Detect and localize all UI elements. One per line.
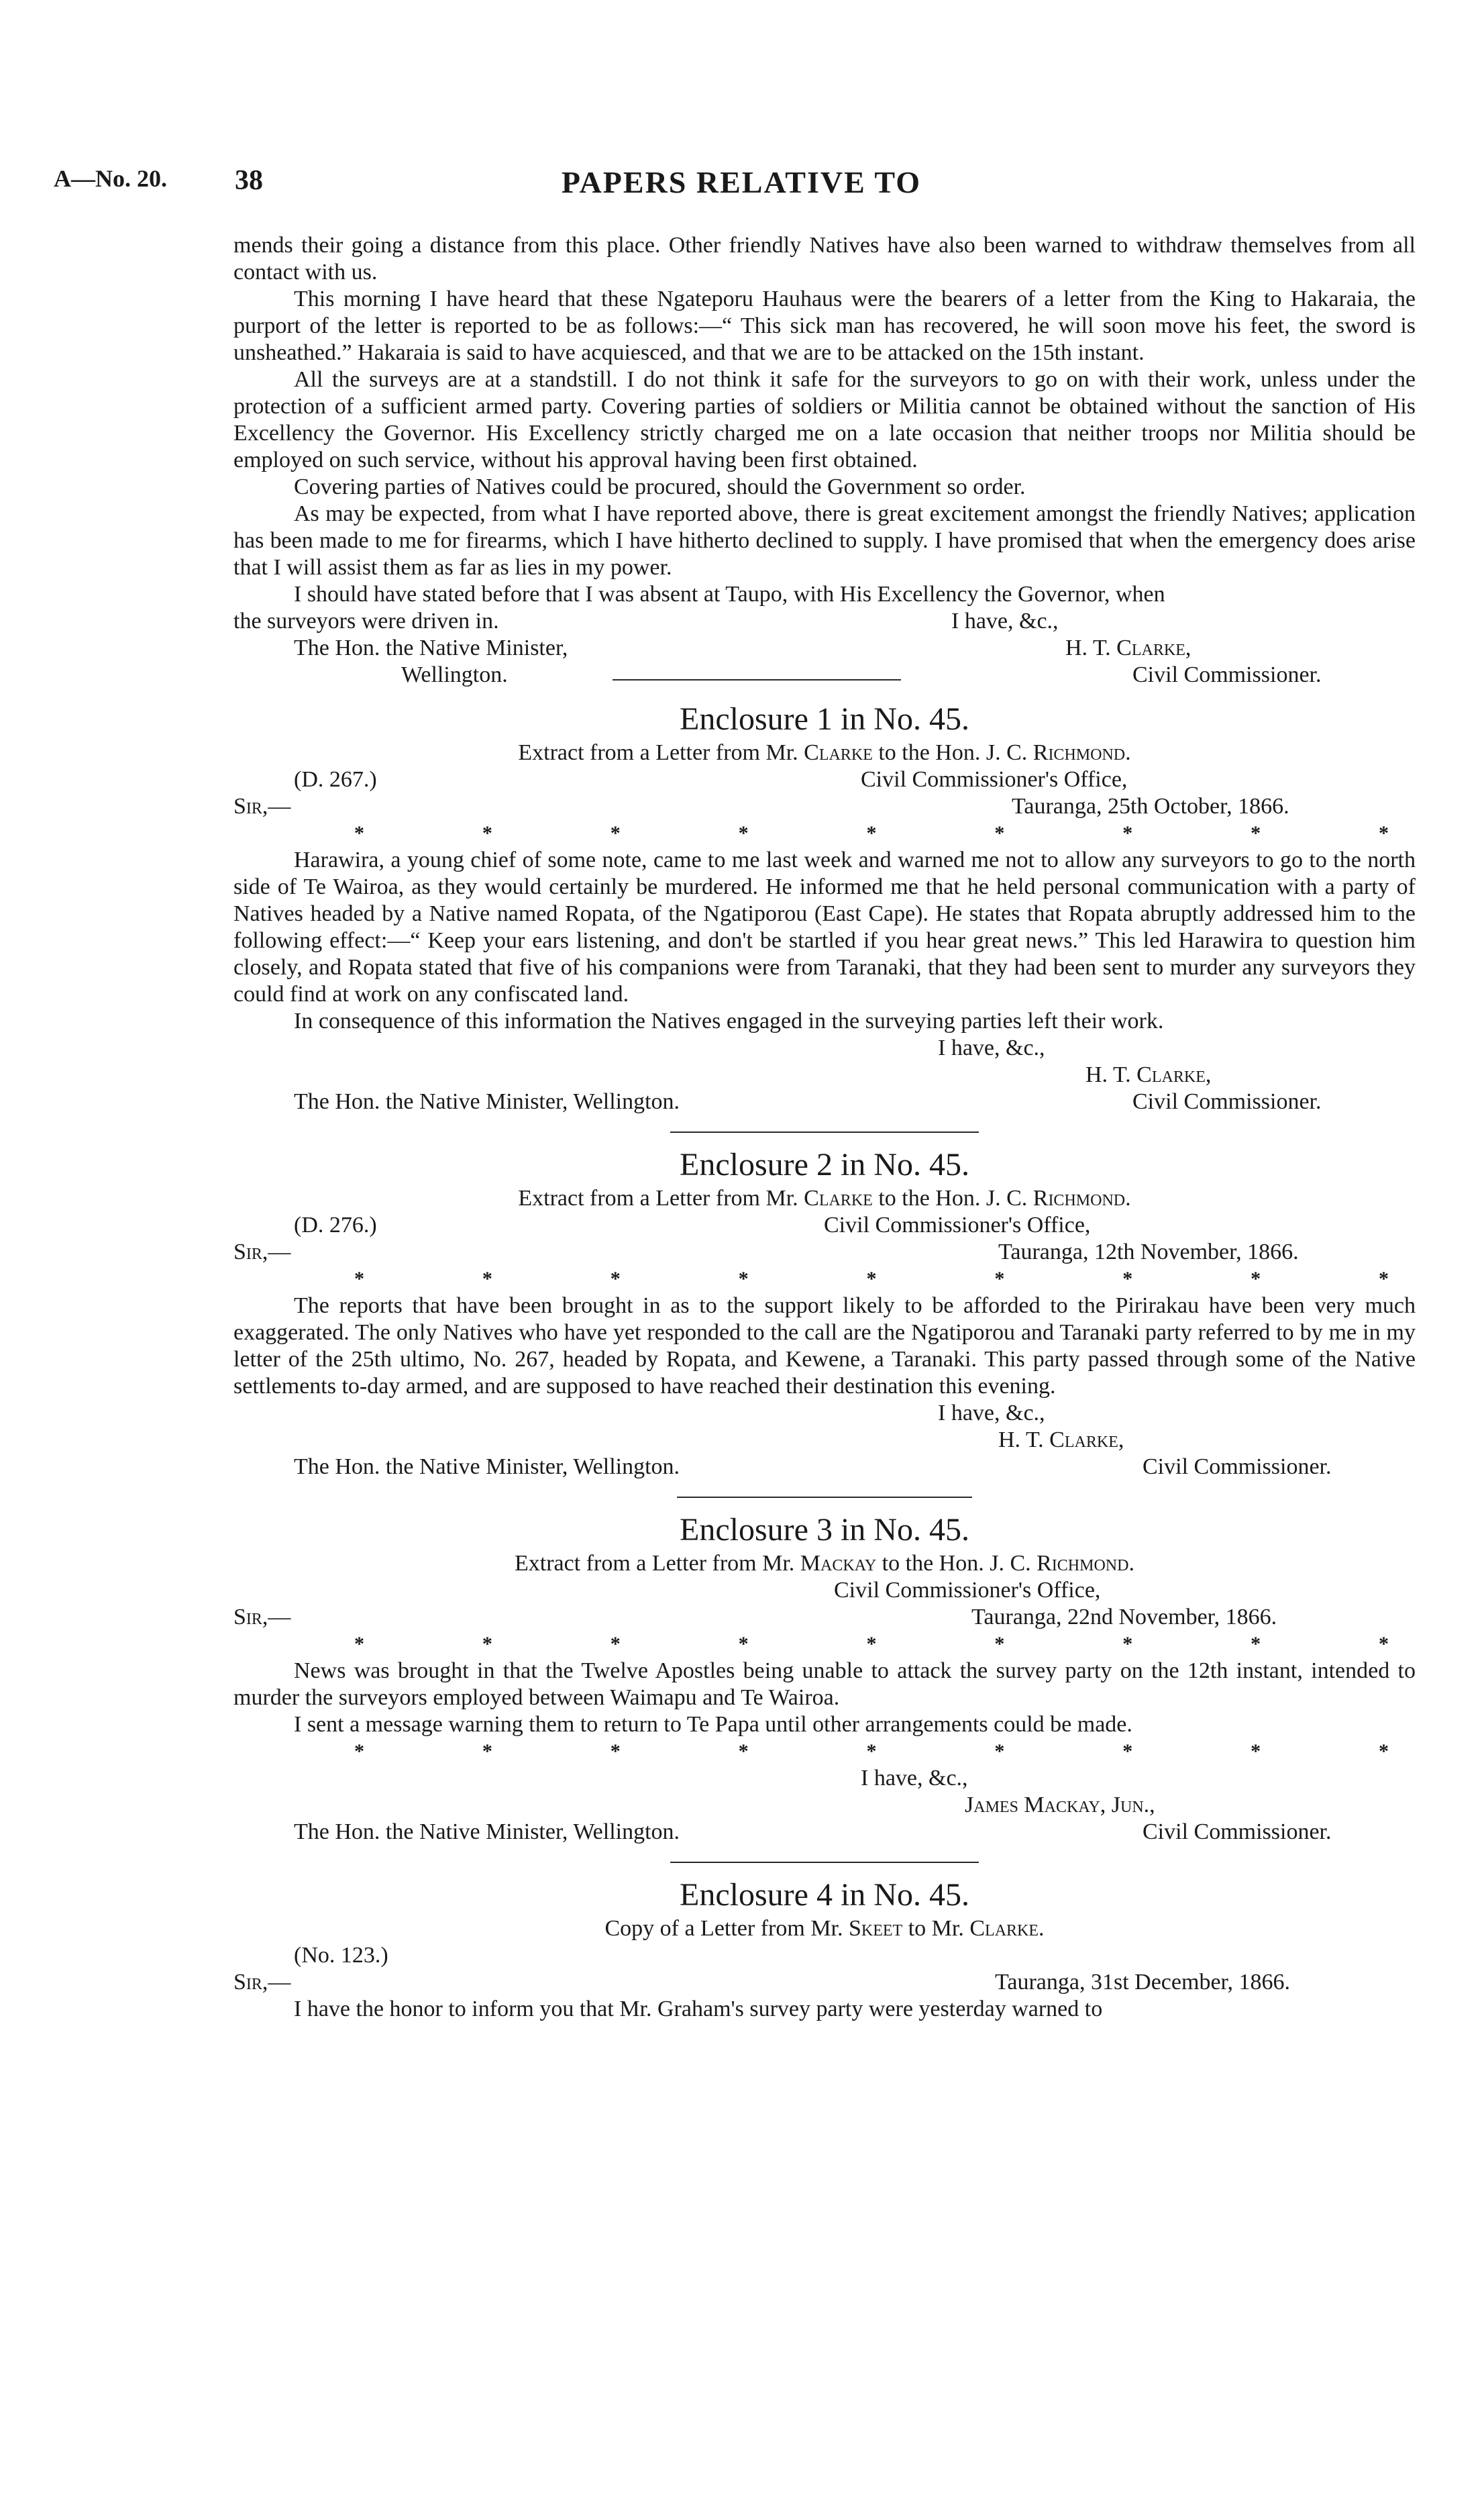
closing-formula: I have, &c., — [861, 1766, 968, 1791]
place-date: Tauranga, 25th October, 1866. — [1012, 794, 1289, 819]
office-address: Civil Commissioner's Office, — [861, 767, 1128, 792]
paragraph-end: the surveyors were driven in. — [233, 609, 499, 634]
signer-name: James Mackay, Jun., — [965, 1793, 1155, 1817]
salutation: Sir,— — [233, 1970, 291, 1995]
enclosure-3 — [233, 1510, 1416, 1863]
place-date: Tauranga, 12th November, 1866. — [998, 1240, 1299, 1264]
place-date: Tauranga, 31st December, 1866. — [995, 1970, 1290, 1995]
signer-name: H. T. Clarke, — [1065, 636, 1191, 660]
enclosure-heading: Enclosure 4 in No. 45. — [680, 1877, 969, 1913]
paragraph: mends their going a distance from this place. Other friendly Natives have also been warned to withdraw themselves from all contact with us. — [233, 233, 1416, 285]
letter-reference: (D. 267.) — [294, 767, 377, 792]
section-divider — [677, 1497, 972, 1498]
closing-formula: I have, &c., — [938, 1401, 1045, 1425]
paragraph: This morning I have heard that these Ngateporu Hauhaus were the bearers of a letter from the King to Hakaraia, the purport of the letter is reported to be as follows:—“ This sick man has recovered, he will soon move his feet, the sword is unsheathed.” Hakaraia is said to have acquiesced, and that we are to be attacked on the 15th instant. — [233, 287, 1416, 365]
office-address: Civil Commissioner's Office, — [824, 1213, 1091, 1238]
section-divider — [670, 1862, 979, 1863]
enclosure-heading: Enclosure 2 in No. 45. — [680, 1147, 969, 1182]
ellipsis-stars: * * * * * * * * * — [354, 1633, 1389, 1655]
ellipsis-stars: * * * * * * * * * — [354, 1268, 1389, 1290]
section-divider — [670, 1131, 979, 1133]
paragraph: Harawira, a young chief of some note, came to me last week and warned me not to allow any surveyors to go to the north side of Te Wairoa, as they would certainly be murdered. He informed me that he held personal communication with a party of Natives headed by a Native named Ropata, of the Ngatiporou (East Cape). He states that Ropata abruptly addressed him to the following effect:—“ Keep your ears listening, and don't be startled if you hear great news.” This led Harawira to question him closely, and Ropata stated that five of his companions were from Taranaki, that they had been sent to murder any surveyors they could find at work on any confiscated land. — [233, 848, 1416, 1007]
signer-title: Civil Commissioner. — [1132, 662, 1322, 687]
ellipsis-stars: * * * * * * * * * — [354, 822, 1389, 844]
enclosure-heading: Enclosure 1 in No. 45. — [680, 701, 969, 737]
paper-reference: A—No. 20. — [54, 165, 167, 192]
closing-formula: I have, &c., — [951, 609, 1059, 634]
paragraph: I should have stated before that I was absent at Taupo, with His Excellency the Governor, when — [294, 582, 1165, 607]
enclosure-subtitle: Extract from a Letter from Mr. Mackay to the Hon. J. C. Richmond. — [515, 1551, 1134, 1576]
paragraph: In consequence of this information the Natives engaged in the surveying parties left their work. — [294, 1009, 1164, 1034]
paragraph: I have the honor to inform you that Mr. Graham's survey party were yesterday warned to — [294, 1997, 1103, 2021]
signer-name: H. T. Clarke, — [1085, 1062, 1212, 1087]
paragraph: As may be expected, from what I have reported above, there is great excitement amongst the friendly Natives; application has been made to me for firearms, which I have hitherto declined to supply. I have promised that when the emergency does arise that I will assist them as far as lies in my power. — [233, 501, 1416, 580]
enclosure-subtitle: Extract from a Letter from Mr. Clarke to the Hon. J. C. Richmond. — [518, 740, 1131, 765]
addressee: The Hon. the Native Minister, Wellington. — [294, 1089, 680, 1114]
enclosure-1 — [233, 699, 1416, 1133]
signer-title: Civil Commissioner. — [1143, 1454, 1332, 1479]
enclosure-heading: Enclosure 3 in No. 45. — [680, 1512, 969, 1548]
salutation: Sir,— — [233, 794, 291, 819]
enclosure-subtitle: Copy of a Letter from Mr. Skeet to Mr. Clarke. — [604, 1916, 1045, 1941]
enclosure-4 — [233, 1875, 1416, 2023]
letter-reference: (No. 123.) — [294, 1943, 388, 1968]
section-divider — [613, 679, 901, 681]
signoff-row — [233, 608, 1416, 635]
addressee: The Hon. the Native Minister, — [294, 636, 568, 660]
letter-continuation — [233, 232, 1416, 689]
addressee: The Hon. the Native Minister, Wellington. — [294, 1819, 680, 1844]
salutation: Sir,— — [233, 1605, 291, 1629]
running-title: PAPERS RELATIVE TO — [561, 165, 922, 199]
enclosure-subtitle: Extract from a Letter from Mr. Clarke to the Hon. J. C. Richmond. — [518, 1186, 1131, 1211]
salutation-row — [233, 793, 1416, 820]
signature-row — [233, 635, 1416, 662]
ellipsis-stars: * * * * * * * * * — [354, 1740, 1389, 1762]
paragraph: I sent a message warning them to return to Te Papa until other arrangements could be made. — [294, 1712, 1132, 1737]
letter-reference: (D. 276.) — [294, 1213, 377, 1238]
office-address: Civil Commissioner's Office, — [834, 1578, 1101, 1603]
signature-row — [233, 662, 1416, 689]
signer-title: Civil Commissioner. — [1132, 1089, 1322, 1114]
salutation: Sir,— — [233, 1240, 291, 1264]
closing-formula: I have, &c., — [938, 1036, 1045, 1060]
reference-row — [233, 766, 1416, 793]
paragraph: All the surveys are at a standstill. I do not think it safe for the surveyors to go on with their work, unless under the protection of a sufficient armed party. Covering parties of soldiers or Militia cannot be obtained without the sanction of His Excellency the Governor. His Excellency strictly charged me on a late occasion that neither troops nor Militia should be employed on such service, without his approval having been first obtained. — [233, 367, 1416, 472]
document-body — [233, 232, 1416, 2023]
addressee-city: Wellington. — [401, 662, 508, 687]
place-date: Tauranga, 22nd November, 1866. — [971, 1605, 1277, 1629]
addressee: The Hon. the Native Minister, Wellington. — [294, 1454, 680, 1479]
paragraph: News was brought in that the Twelve Apostles being unable to attack the survey party on the 12th instant, intended to murder the surveyors employed between Waimapu and Te Wairoa. — [233, 1658, 1416, 1710]
page-number: 38 — [235, 165, 263, 196]
enclosure-2 — [233, 1145, 1416, 1498]
signer-name: H. T. Clarke, — [998, 1427, 1124, 1452]
paragraph: Covering parties of Natives could be procured, should the Government so order. — [294, 474, 1026, 499]
page-header — [54, 164, 1422, 205]
paragraph: The reports that have been brought in as to the support likely to be afforded to the Pirirakau have been very much exaggerated. The only Natives who have yet responded to the call are the Ngatiporou and Taranaki party referred to by me in my letter of the 25th ultimo, No. 267, headed by Ropata, and Kewene, a Taranaki. This party passed through some of the Native settlements to-day armed, and are supposed to have reached their destination this evening. — [233, 1293, 1416, 1399]
signer-title: Civil Commissioner. — [1143, 1819, 1332, 1844]
